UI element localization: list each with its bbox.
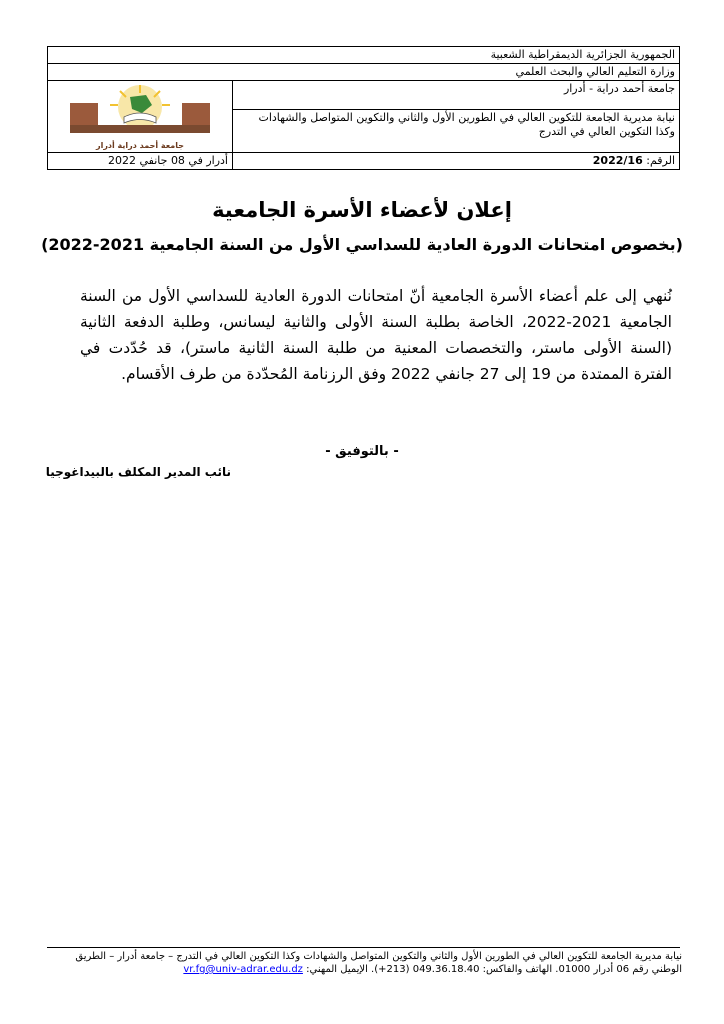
place-and-date: أدرار في 08 جانفي 2022 [48, 153, 233, 170]
announcement-subtitle: (بخصوص امتحانات الدورة العادية للسداسي الأول من السنة الجامعية 2021-2022) [41, 235, 683, 254]
letterhead-table [47, 46, 680, 170]
signature-title: نائب المدير المكلف بالبيداغوجيا [45, 465, 231, 479]
footer-address: نيابة مديرية الجامعة للتكوين العالي في الطورين الأول والثاني والتكوين المتواصل والشهادات وكذا التكوين العالي في التدرج – جامعة أدرار – الطريق الوطني رقم 06 أدرار 01000. الهاتف والفاكس: 049.36.18.40 (213+). الإيميل المهني: [75, 951, 682, 975]
reference-number: الرقم: 2022/16 [233, 153, 680, 170]
vice-rectorate-line: نيابة مديرية الجامعة للتكوين العالي في الطورين الأول والثاني والتكوين المتواصل والشهادات وكذا التكوين العالي في التدرج [233, 110, 680, 153]
ministry-line: وزارة التعليم العالي والبحث العلمي [48, 64, 680, 81]
republic-line: الجمهورية الجزائرية الديمقراطية الشعبية [48, 47, 680, 64]
logo-caption: جامعة أحمد دراية أدرار [95, 141, 185, 150]
announcement-body: نُنهي إلى علم أعضاء الأسرة الجامعية أنّ امتحانات الدورة العادية للسداسي الأول من السنة الجامعية 2021-2022، الخاصة بطلبة السنة الأولى والثانية ليسانس، وطلبة الدفعة الثانية (السنة الأولى ماستر، والتخصصات المعنية من طلبة السنة الثانية ماستر)، قد حُدّدت في الفترة الممتدة من 19 إلى 27 جانفي 2022 وفق الرزنامة المُحدّدة من طرف الأقسام. [80, 287, 672, 383]
footer-divider [47, 947, 680, 948]
announcement-title: إعلان لأعضاء الأسرة الجامعية [212, 198, 512, 222]
footer [45, 950, 682, 976]
footer-email-link[interactable]: vr.fg@univ-adrar.edu.dz [183, 964, 303, 975]
university-logo-cell [48, 81, 233, 153]
university-logo [50, 83, 230, 137]
closing-line: - بالتوفيق - [325, 444, 399, 459]
university-line: جامعة أحمد دراية - أدرار [233, 81, 680, 110]
